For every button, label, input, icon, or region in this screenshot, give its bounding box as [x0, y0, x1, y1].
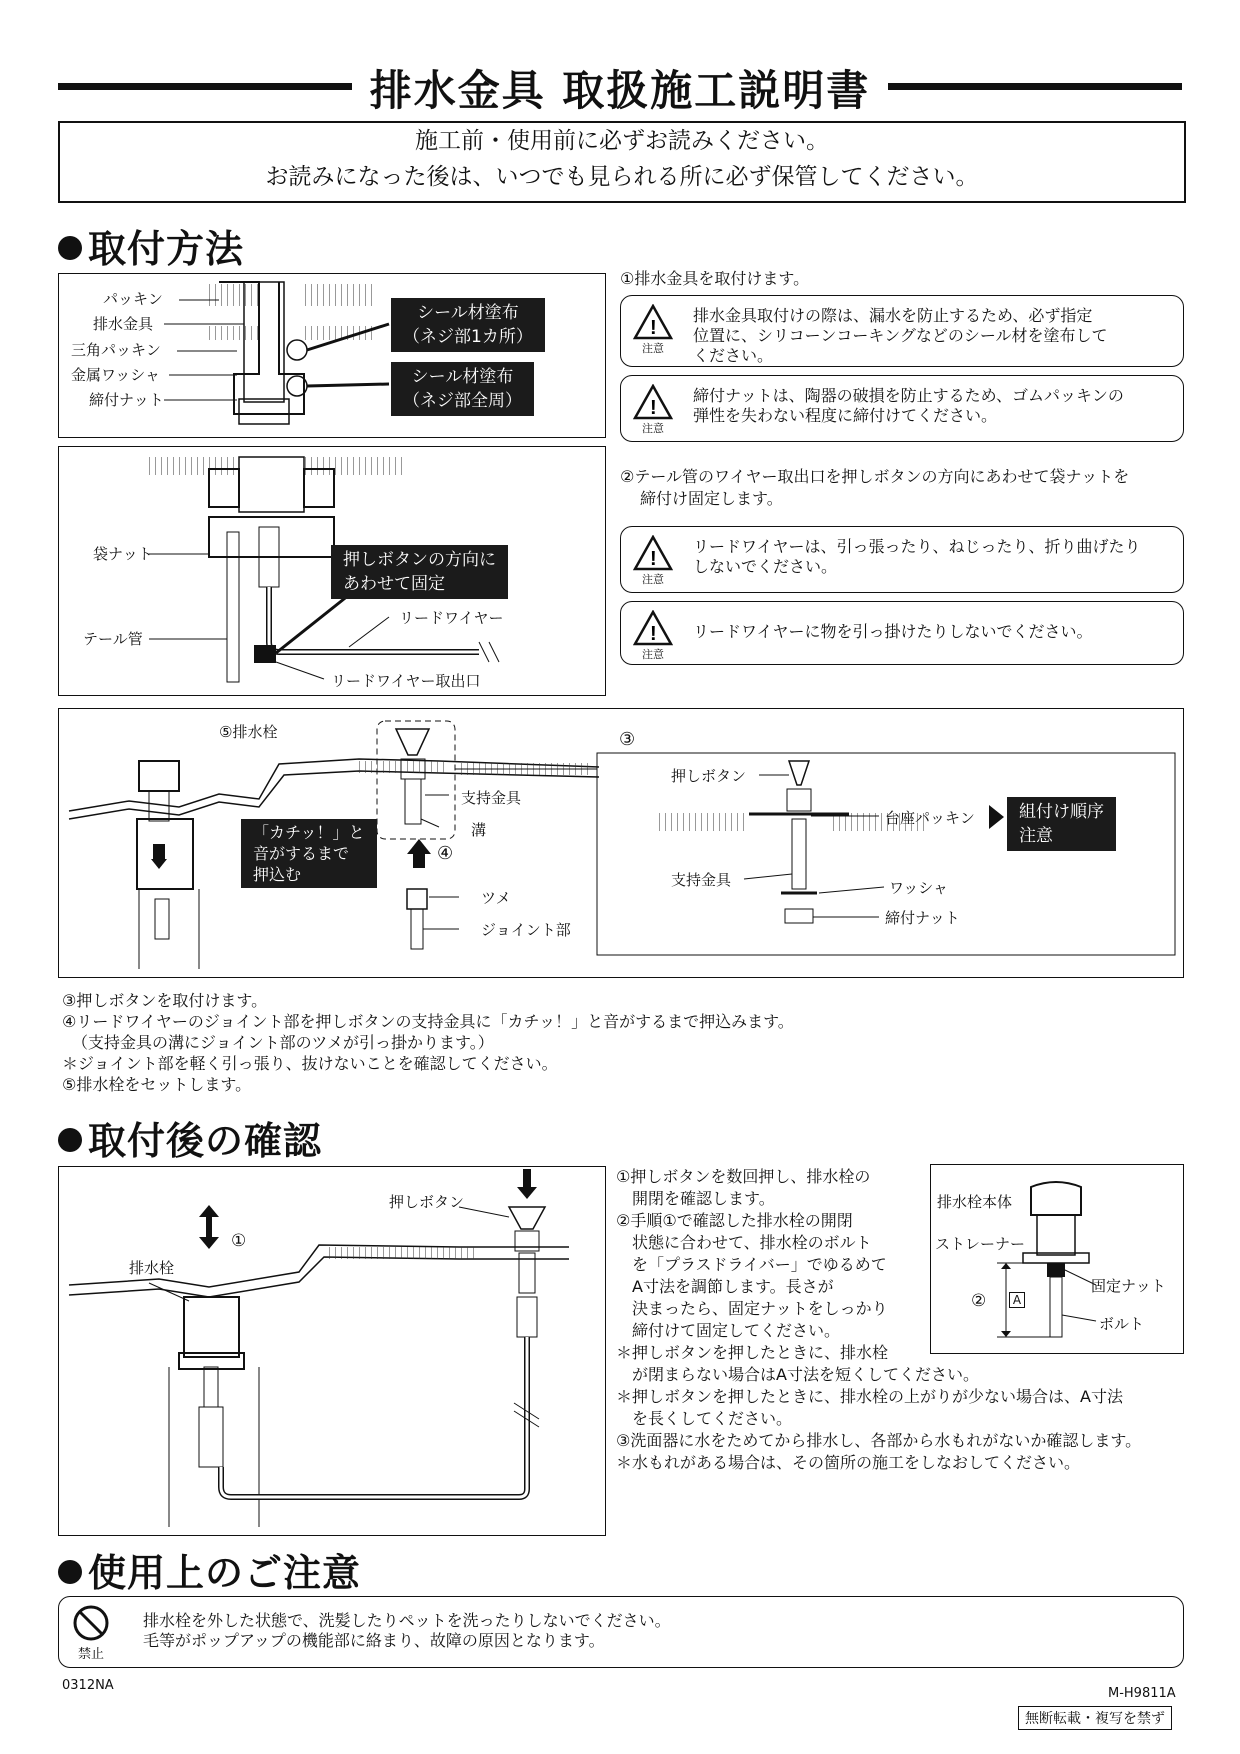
prohibition-box	[58, 1596, 1184, 1668]
label-support-2: 支持金具	[671, 871, 732, 889]
svg-text:!: !	[650, 623, 657, 645]
warning-icon: ! 注意	[629, 384, 677, 436]
label-fig-push-button: 押しボタン	[389, 1193, 465, 1211]
note-line: ③押しボタンを取付けます。	[62, 991, 268, 1010]
label-groove: 溝	[471, 821, 487, 839]
figure-gasket	[58, 273, 606, 438]
usage-line-2: 毛等がポップアップの機能部に絡まり、故障の原因となります。	[143, 1631, 605, 1650]
figure-push-button	[58, 708, 1184, 978]
warning-icon: ! 注意	[629, 304, 677, 356]
intro-box	[58, 121, 1186, 203]
check-line: 決まったら、固定ナットをしっかり	[616, 1299, 888, 1318]
label-nut: 締付ナット	[885, 909, 960, 927]
page-title: 排水金具 取扱施工説明書	[0, 58, 1240, 118]
label-metal-washer: 金属ワッシャ	[71, 366, 160, 384]
usage-line-1: 排水栓を外した状態で、洗髪したりペットを洗ったりしないでください。	[143, 1611, 671, 1630]
caution-3: ! 注意 リードワイヤーは、引っ張ったり、ねじったり、折り曲げたり しないでください。	[620, 526, 1184, 593]
label-fixing-nut: 固定ナット	[1091, 1277, 1166, 1295]
install-notes	[62, 990, 1162, 1095]
label-fig-plug: 排水栓	[129, 1259, 175, 1277]
check-line: ③洗面器に水をためてから排水し、各部から水もれがないか確認します。	[616, 1431, 1142, 1450]
check-line: 開閉を確認します。	[616, 1189, 775, 1208]
label-strainer: ストレーナー	[935, 1235, 1026, 1253]
note-line: ⑤排水栓をセットします。	[62, 1075, 252, 1094]
label-plug-body: 排水栓本体	[937, 1193, 1013, 1211]
caution-2: ! 注意 締付ナットは、陶器の破損を防止するため、ゴムパッキンの 弾性を失わない程度に締付けてください。	[620, 375, 1184, 442]
label-dimension-a: A	[1009, 1291, 1025, 1309]
copyright-notice: 無断転載・複写を禁ず	[1018, 1706, 1172, 1730]
check-line: 状態に合わせて、排水栓のボルト	[616, 1233, 872, 1252]
label-detail-two: ②	[971, 1291, 987, 1311]
svg-text:!: !	[650, 397, 657, 419]
label-fig-one: ①	[231, 1231, 247, 1251]
doc-code-right: M-H9811A	[1108, 1686, 1176, 1701]
label-push-button: 押しボタン	[671, 767, 747, 785]
seal-callout-1: シール材塗布 （ネジ部1カ所）	[391, 298, 545, 352]
intro-line-1: 施工前・使用前に必ずお読みください。	[415, 128, 829, 154]
section-check-heading: 取付後の確認	[58, 1110, 322, 1165]
check-line: を「プラスドライバー」でゆるめて	[616, 1255, 887, 1274]
label-bag-nut: 袋ナット	[93, 545, 153, 563]
push-in-callout: 「カチッ！」と 音がするまで 押込む	[241, 819, 377, 888]
check-line: が閉まらない場合はA寸法を短くしてください。	[616, 1365, 979, 1384]
check-line: ＊押しボタンを押したときに、排水栓の上がりが少ない場合は、A寸法	[616, 1387, 1123, 1406]
prohibition-icon: 禁止	[67, 1603, 115, 1662]
label-drain-fitting: 排水金具	[93, 315, 154, 333]
label-tightening-nut: 締付ナット	[89, 391, 164, 409]
check-steps	[616, 1166, 1191, 1474]
check-line: 締付けて固定してください。	[616, 1321, 841, 1340]
label-step-4: ④	[437, 843, 454, 864]
section-install-heading: 取付方法	[58, 218, 244, 273]
label-triangle-packing: 三角パッキン	[71, 341, 161, 359]
step-1: ①排水金具を取付けます。	[620, 269, 810, 288]
note-line: ＊ジョイント部を軽く引っ張り、抜けないことを確認してください。	[62, 1054, 558, 1073]
note-line: ④リードワイヤーのジョイント部を押しボタンの支持金具に「カチッ！」と音がするまで押込みます。	[62, 1012, 794, 1031]
label-claw: ツメ	[481, 889, 511, 907]
check-line: ＊水もれがある場合は、その箇所の施工をしなおしてください。	[616, 1453, 1081, 1472]
label-support: 支持金具	[461, 789, 522, 807]
warning-icon: ! 注意	[629, 535, 677, 587]
figure-check	[58, 1166, 606, 1536]
check-line: ①押しボタンを数回押し、排水栓の	[616, 1167, 871, 1186]
label-tail-pipe: テール管	[83, 630, 143, 648]
label-step-3: ③	[619, 729, 636, 750]
check-line: を長くしてください。	[616, 1409, 793, 1428]
label-packing: パッキン	[103, 290, 163, 308]
intro-line-2: お読みになった後は、いつでも見られる所に必ず保管してください。	[265, 164, 979, 190]
label-bolt: ボルト	[1099, 1315, 1145, 1333]
assembly-order-callout: 組付け順序 注意	[1007, 797, 1116, 851]
figure-tail-pipe	[58, 446, 606, 696]
step-2: ②テール管のワイヤー取出口を押しボタンの方向にあわせて袋ナットを 締付け固定します。	[620, 467, 1130, 508]
section-usage-heading: 使用上のご注意	[58, 1542, 361, 1597]
check-line: ②手順①で確認した排水栓の開閉	[616, 1211, 853, 1230]
caution-4: ! 注意 リードワイヤーに物を引っ掛けたりしないでください。	[620, 601, 1184, 665]
check-line: ＊押しボタンを押したときに、排水栓	[616, 1343, 889, 1362]
seal-callout-2: シール材塗布 （ネジ部全周）	[391, 362, 534, 416]
svg-text:!: !	[650, 548, 657, 570]
caution-1: ! 注意 排水金具取付けの際は、漏水を防止するため、必ず指定 位置に、シリコーンコーキングなどのシール材を塗布して ください。	[620, 295, 1184, 367]
label-lead-wire: リードワイヤー	[399, 609, 504, 627]
label-joint: ジョイント部	[481, 921, 571, 939]
svg-text:!: !	[650, 317, 657, 339]
doc-code-left: 0312NA	[62, 1678, 114, 1693]
fix-direction-callout: 押しボタンの方向に あわせて固定	[331, 545, 508, 599]
label-seat-packing: 台座パッキン	[885, 809, 975, 827]
warning-icon: ! 注意	[629, 610, 677, 662]
label-plug: ⑤排水栓	[219, 723, 278, 741]
label-washer: ワッシャ	[889, 879, 948, 897]
check-diagram	[59, 1167, 605, 1535]
note-line: （支持金具の溝にジョイント部のツメが引っ掛かります。）	[72, 1033, 494, 1052]
check-line: A寸法を調節します。長さが	[616, 1277, 834, 1296]
label-wire-outlet: リードワイヤー取出口	[331, 672, 481, 690]
